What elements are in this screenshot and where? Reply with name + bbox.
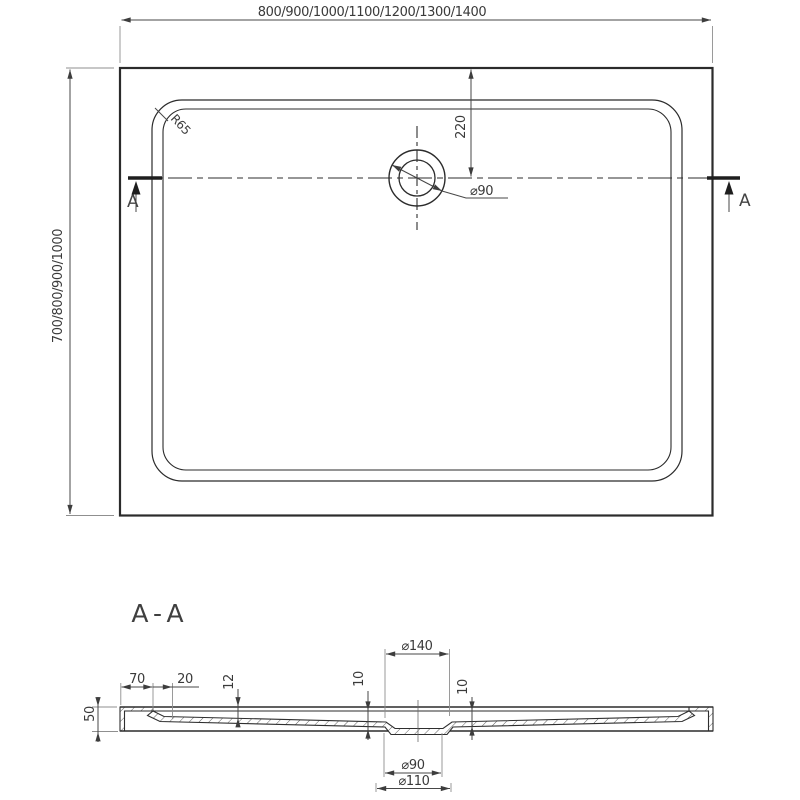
dim-height-50 xyxy=(83,697,118,742)
dim-height-left xyxy=(51,68,114,516)
tray-outer-rectangle xyxy=(120,68,713,516)
section-arrow-right xyxy=(725,181,734,195)
width-dimension-label: 800/900/1000/1100/1200/1300/1400 xyxy=(257,5,487,20)
depth-right-label: 10 xyxy=(456,679,471,695)
depth-left-label: 10 xyxy=(352,671,367,687)
step-width-label: 20 xyxy=(177,672,193,687)
drain-diameter-label: ⌀90 xyxy=(401,758,425,773)
corner-radius-label: R65 xyxy=(167,111,194,138)
dim-recess-140 xyxy=(385,639,450,718)
recess-diameter-label: ⌀140 xyxy=(401,639,433,654)
tray-profile xyxy=(120,700,713,742)
height-dimension-label: 700/800/900/1000 xyxy=(51,228,66,344)
dim-drain-90 xyxy=(384,733,442,777)
tray-outline xyxy=(120,68,713,516)
dim-drain-offset xyxy=(454,70,471,177)
dim-boss-110 xyxy=(376,774,451,792)
drain-offset-label: 220 xyxy=(454,115,469,139)
drain-diameter-label: ⌀90 xyxy=(470,184,494,199)
dim-flange-70 xyxy=(121,672,153,710)
top-view xyxy=(51,5,751,516)
height-label: 50 xyxy=(83,706,98,722)
basin-inner-rounded-rect xyxy=(163,109,671,470)
flange-width-label: 70 xyxy=(129,672,145,687)
radius-leader xyxy=(155,108,168,121)
section-letter-left: A xyxy=(127,192,139,212)
section-view xyxy=(83,599,713,792)
dim-depth-left-10 xyxy=(352,671,368,740)
section-letter-right: A xyxy=(739,191,751,211)
dim-rim-12 xyxy=(222,674,238,725)
dim-step-20 xyxy=(153,672,199,719)
section-title: A-A xyxy=(131,599,189,628)
rim-thickness-label: 12 xyxy=(222,674,237,690)
dim-width-top xyxy=(120,5,713,63)
boss-diameter-label: ⌀110 xyxy=(398,774,430,789)
